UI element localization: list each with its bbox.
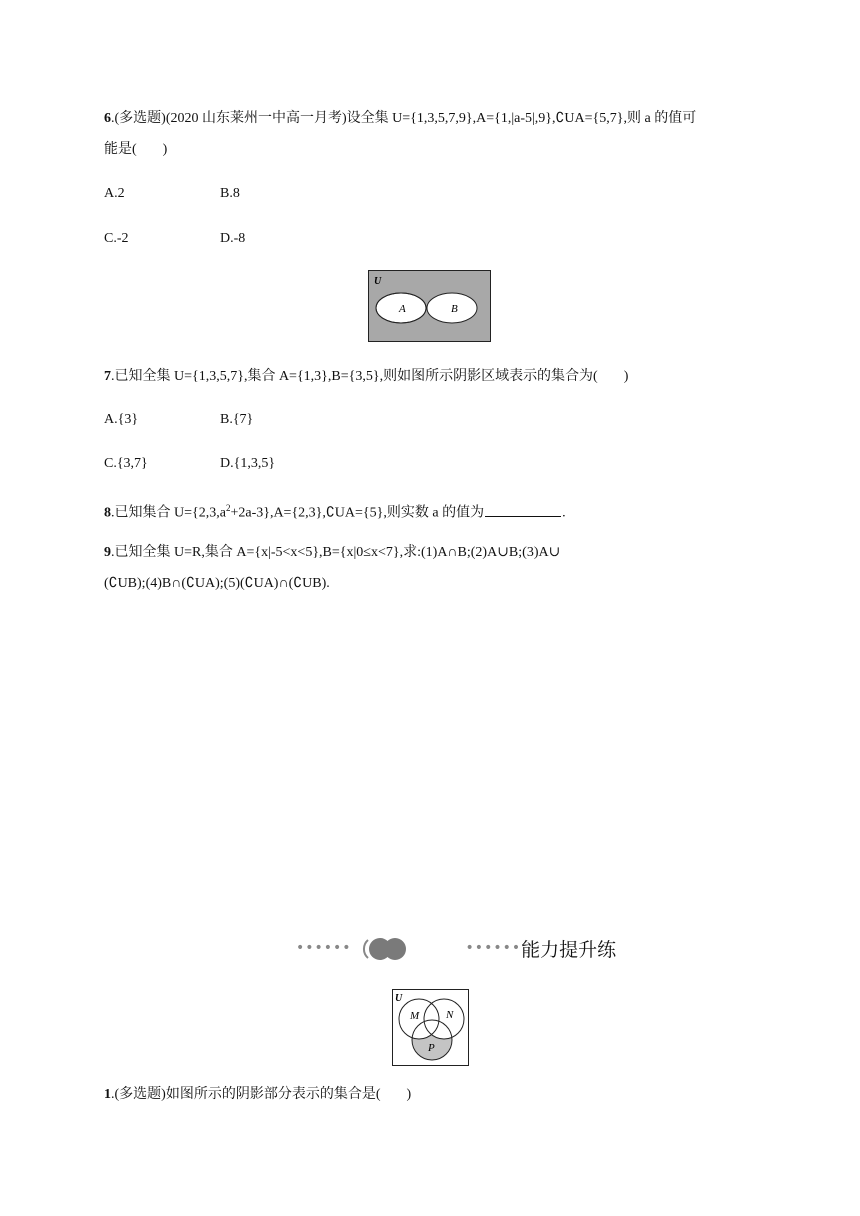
q6-line2 (104, 140, 167, 160)
q6-option-d: D.-8 (220, 231, 246, 246)
q8-text-pre: .已知集合 U={2,3,a (111, 505, 226, 521)
q8-number: 8 (104, 505, 111, 521)
q9-number: 9 (104, 545, 111, 560)
q9-line1 (104, 543, 560, 563)
q6-number: 6 (104, 111, 111, 126)
section-title: 能力提升练 (521, 938, 617, 961)
section-dots-right: •••••• (465, 940, 522, 956)
venn-diagram-ab (368, 270, 491, 342)
venn-diagram-mnp (392, 989, 469, 1066)
q8-period: . (562, 505, 566, 521)
venn-label-b: B (451, 303, 458, 315)
p1-line (104, 1085, 411, 1105)
q6-option-c: C.-2 (104, 231, 129, 246)
venn2-label-u: U (395, 993, 403, 1004)
p1-text: .(多选题)如图所示的阴影部分表示的集合是( (111, 1087, 381, 1102)
section-dots-left: •••••• (296, 940, 352, 956)
venn-label-a: A (399, 303, 406, 315)
venn-label-u: U (374, 276, 382, 287)
q6-line1 (104, 109, 696, 129)
p1-paren-close: ) (406, 1087, 412, 1102)
q7-line (104, 367, 628, 387)
section-badge-icon (358, 930, 414, 966)
q7-option-b: B.{7} (220, 412, 254, 427)
q7-paren-close: ) (623, 369, 629, 384)
q7-text: .已知全集 U={1,3,5,7},集合 A={1,3},B={3,5},则如图所示阴影区域表示的集合为( (111, 369, 598, 384)
section-header (296, 930, 616, 966)
q9-text-line2: (∁UB);(4)B∩(∁UA);(5)(∁UA)∩(∁UB). (104, 576, 330, 591)
q7-option-a: A.{3} (104, 412, 139, 427)
q8-text-mid: +2a-3},A={2,3},∁UA={5},则实数 a 的值为 (230, 505, 485, 521)
q8-answer-blank (485, 502, 561, 517)
q7-option-d: D.{1,3,5} (220, 456, 276, 471)
q6-paren-close: ) (162, 142, 168, 157)
q6-text-line2: 能是( (104, 142, 137, 157)
q9-line2 (104, 574, 330, 594)
q6-option-b: B.8 (220, 186, 240, 201)
q7-option-c: C.{3,7} (104, 456, 148, 471)
q7-number: 7 (104, 369, 111, 384)
p1-number: 1 (104, 1087, 111, 1102)
q8-line (104, 498, 566, 524)
q9-text-line1: .已知全集 U=R,集合 A={x|-5<x<5},B={x|0≤x<7},求:(1)A∩B;(2)A∪B;(3)A∪ (111, 545, 561, 560)
q6-option-a: A.2 (104, 186, 125, 201)
q8-exponent: 2 (225, 503, 231, 513)
venn2-label-n: N (446, 1009, 454, 1021)
q6-text-line1: .(多选题)(2020 山东莱州一中高一月考)设全集 U={1,3,5,7,9},A={1,|a-5|,9},∁UA={5,7},则 a 的值可 (111, 111, 697, 126)
venn2-label-p: P (428, 1042, 435, 1054)
venn2-label-m: M (410, 1010, 420, 1022)
